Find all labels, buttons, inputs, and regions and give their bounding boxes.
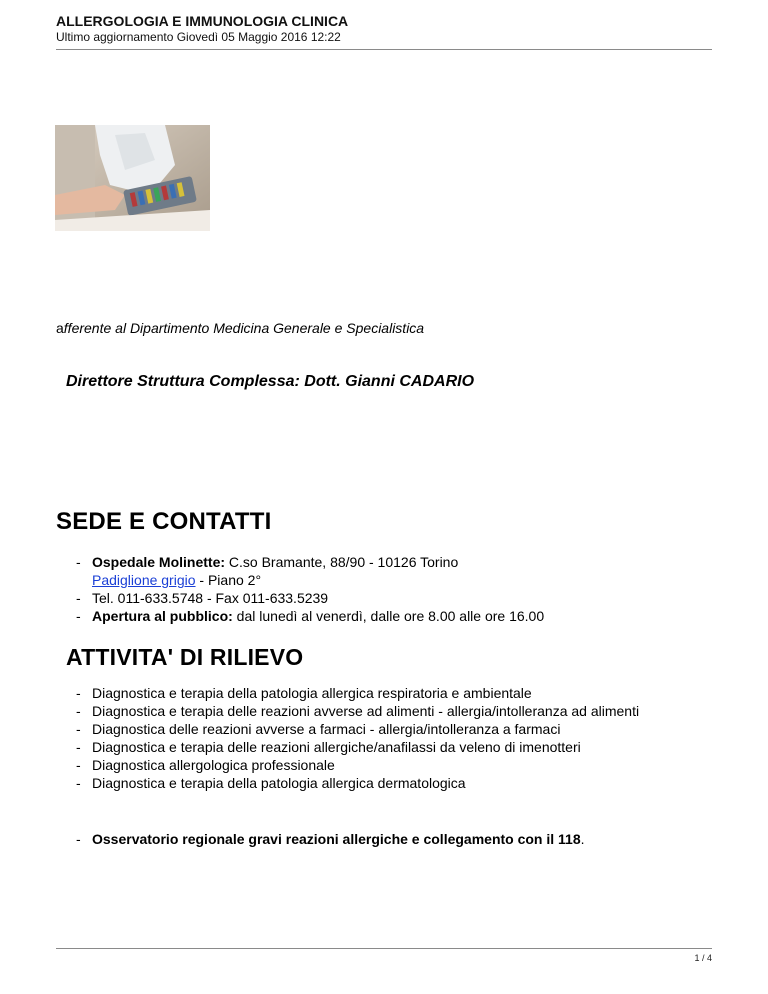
heading-attivita: ATTIVITA' DI RILIEVO — [66, 644, 304, 670]
list-dash: - — [76, 739, 81, 755]
activities-list — [76, 684, 639, 792]
list-item — [76, 607, 544, 625]
hospital-address: C.so Bramante, 88/90 - 10126 Torino — [225, 554, 459, 570]
list-dash: - — [76, 721, 81, 737]
activity-text: Diagnostica allergologica professionale — [92, 757, 335, 773]
list-item — [76, 684, 639, 702]
observatory-period: . — [580, 831, 585, 847]
director-line: Direttore Struttura Complessa: Dott. Gianni CADARIO — [66, 373, 475, 390]
list-item — [76, 553, 544, 589]
header-title: ALLERGOLOGIA E IMMUNOLOGIA CLINICA — [56, 13, 349, 29]
observatory-list — [76, 830, 585, 848]
header-divider — [56, 49, 712, 50]
hospital-label: Ospedale Molinette: — [92, 554, 226, 570]
floor-text: - Piano 2° — [195, 572, 262, 588]
list-dash: - — [76, 608, 81, 624]
list-item — [76, 720, 639, 738]
list-item — [76, 738, 639, 756]
list-dash: - — [76, 757, 81, 773]
observatory-text: Osservatorio regionale gravi reazioni allergiche e collegamento con il 118 — [92, 831, 581, 847]
list-item — [76, 830, 585, 848]
allergy-test-photo — [55, 125, 210, 231]
department-affiliation — [56, 320, 424, 336]
list-item — [76, 756, 639, 774]
last-updated: Ultimo aggiornamento Giovedì 05 Maggio 2016 12:22 — [56, 30, 341, 44]
opening-label: Apertura al pubblico: — [92, 608, 233, 624]
page-number: 1 / 4 — [694, 953, 712, 963]
list-dash: - — [76, 685, 81, 701]
affiliation-initial: a — [56, 320, 64, 336]
heading-sede-contatti: SEDE E CONTATTI — [56, 508, 272, 535]
list-dash: - — [76, 554, 81, 570]
list-item — [76, 589, 544, 607]
activity-text: Diagnostica e terapia delle reazioni allergiche/anafilassi da veleno di imenotteri — [92, 739, 581, 755]
activity-text: Diagnostica e terapia della patologia allergica dermatologica — [92, 775, 466, 791]
page-header — [56, 13, 712, 45]
activity-text: Diagnostica delle reazioni avverse a farmaci - allergia/intolleranza a farmaci — [92, 721, 561, 737]
list-item — [76, 702, 639, 720]
list-dash: - — [76, 831, 81, 847]
list-dash: - — [76, 775, 81, 791]
list-dash: - — [76, 590, 81, 606]
opening-hours: dal lunedì al venerdì, dalle ore 8.00 alle ore 16.00 — [232, 608, 545, 624]
list-item — [76, 774, 639, 792]
list-dash: - — [76, 703, 81, 719]
phone-fax: Tel. 011-633.5748 - Fax 011-633.5239 — [92, 590, 329, 606]
activity-text: Diagnostica e terapia delle reazioni avverse ad alimenti - allergia/intolleranza ad alimenti — [92, 703, 640, 719]
footer-divider — [56, 948, 712, 949]
padiglione-link[interactable]: Padiglione grigio — [92, 572, 196, 588]
activity-text: Diagnostica e terapia della patologia allergica respiratoria e ambientale — [92, 685, 532, 701]
contacts-list — [76, 553, 544, 625]
affiliation-text: fferente al Dipartimento Medicina Generale e Specialistica — [63, 320, 425, 336]
